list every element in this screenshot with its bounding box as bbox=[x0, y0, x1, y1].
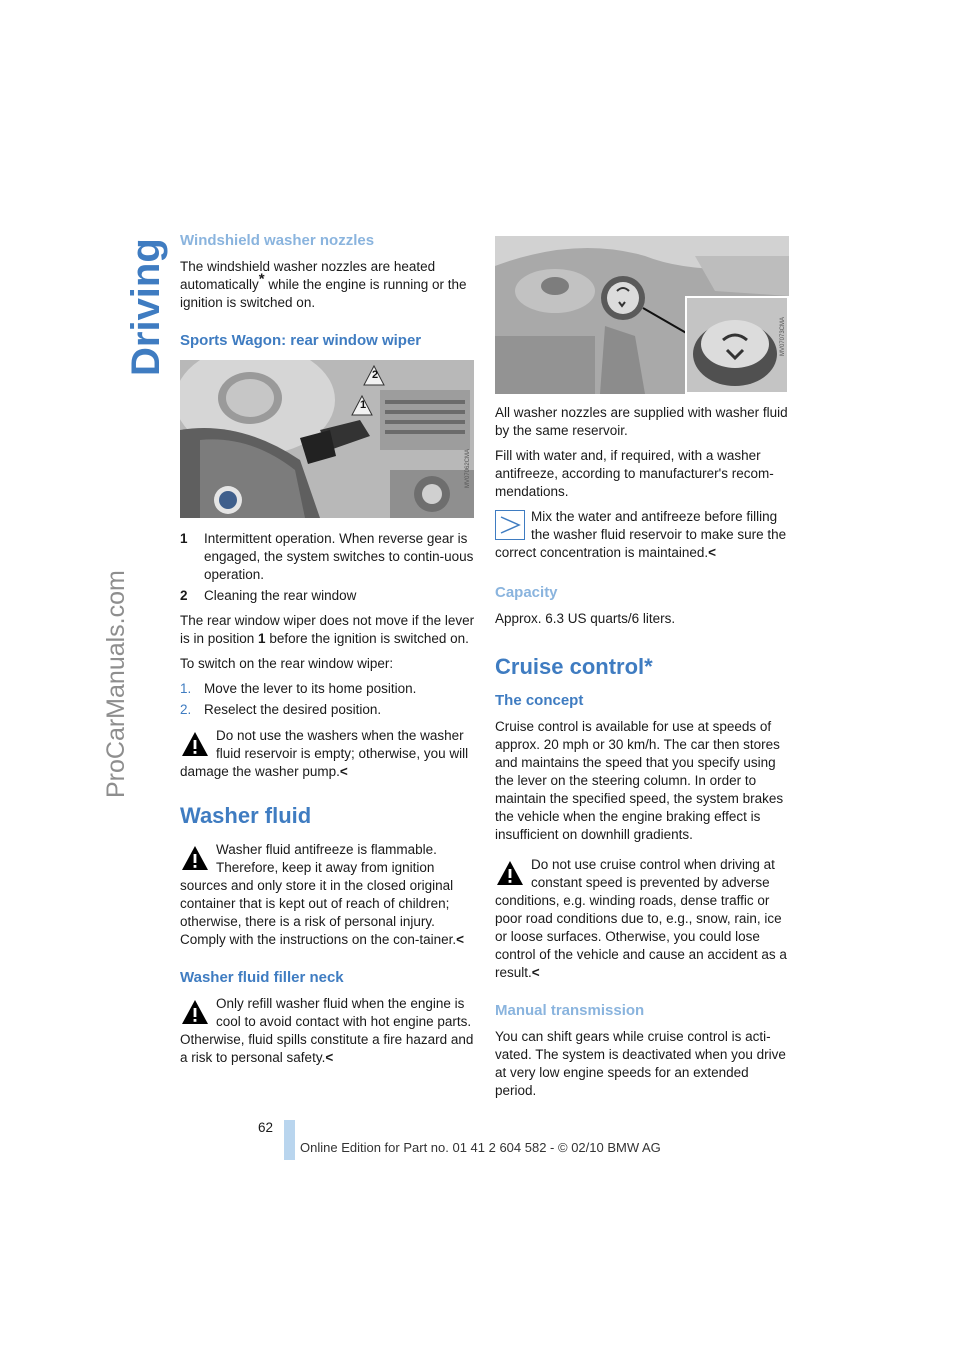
footer-accent-bar bbox=[284, 1120, 295, 1160]
step-item: 2. Reselect the desired position. bbox=[180, 702, 382, 717]
reservoir-figure bbox=[495, 236, 789, 394]
manual-transmission-text: You can shift gears while cruise control is acti-vated. The system is deactivated when you drive at very low engine speeds for an extended period. bbox=[495, 1029, 786, 1098]
paragraph: All washer nozzles are supplied with washer fluid by the same reservoir. bbox=[495, 405, 788, 438]
nozzles-heading: Windshield washer nozzles bbox=[180, 232, 375, 249]
page-number: 62 bbox=[258, 1120, 274, 1135]
paragraph: Fill with water and, if required, with a washer antifreeze, according to manufacturer's recom-mendations. bbox=[495, 448, 774, 499]
capacity-heading: Capacity bbox=[495, 584, 558, 601]
list-item: 2 Cleaning the rear window bbox=[180, 588, 357, 603]
info-note: Mix the water and antifreeze before filling the washer fluid reservoir to make sure the correct concentration is maintained.< bbox=[495, 509, 787, 560]
list-item: 1 Intermittent operation. When reverse gear is engaged, the system switches to contin-uous operation. bbox=[180, 531, 474, 582]
right-column bbox=[495, 236, 791, 1107]
step-item: 1. Move the lever to its home position. bbox=[180, 681, 417, 696]
wiper-paragraph: The rear window wiper does not move if the lever is in position 1 before the ignition is switched on. bbox=[180, 613, 475, 646]
figure-label-1: 1 bbox=[360, 399, 367, 411]
left-column bbox=[180, 232, 476, 1074]
edition-footer: Online Edition for Part no. 01 41 2 604 582 - © 02/10 BMW AG bbox=[300, 1140, 661, 1155]
warning-note: Do not use the washers when the washer fluid reservoir is empty; otherwise, you will damage the washer pump.< bbox=[180, 728, 469, 779]
washer-reservoir-illustration bbox=[495, 236, 789, 394]
figure-label-2: 2 bbox=[372, 369, 379, 381]
concept-heading: The concept bbox=[495, 692, 584, 709]
note-triangle-icon bbox=[495, 510, 525, 540]
warning-icon bbox=[180, 729, 210, 759]
figure-code: MV07073CMA bbox=[780, 316, 786, 356]
chapter-title-vertical: Driving bbox=[124, 238, 168, 376]
warning-note: Only refill washer fluid when the engine is cool to avoid contact with hot engine parts. Otherwise, fluid spills constitute a fire hazard and a risk to personal safety.< bbox=[180, 996, 474, 1065]
rear-wiper-heading: Sports Wagon: rear window wiper bbox=[180, 332, 422, 349]
filler-neck-heading: Washer fluid filler neck bbox=[180, 969, 344, 986]
warning-note: Do not use cruise control when driving at constant speed is prevented by adverse conditions, e.g. winding roads, dense traffic or poor road conditions due to, e.g., snow, rain, ice or loose surfaces. Otherwise, you could lose control of the vehicle and cause an accident as a result.< bbox=[495, 857, 787, 980]
rear-wiper-figure bbox=[180, 360, 474, 518]
manual-transmission-heading: Manual transmission bbox=[495, 1002, 645, 1019]
switch-on-text: To switch on the rear window wiper: bbox=[180, 656, 394, 671]
watermark-vertical: ProCarManuals.com bbox=[102, 570, 130, 798]
capacity-text: Approx. 6.3 US quarts/6 liters. bbox=[495, 611, 676, 626]
cruise-control-heading: Cruise control* bbox=[495, 654, 653, 679]
steering-lever-illustration bbox=[180, 360, 474, 518]
concept-text: Cruise control is available for use at speeds of approx. 20 mph or 30 km/h. The car then stores and maintains the speed that you specify using the lever on the steering column. In order to maintain the specified speed, the system brakes the vehicle when the engine braking effect is insufficient on downhill gradients. bbox=[495, 719, 784, 842]
nozzles-paragraph: The windshield washer nozzles are heated automatically* while the engine is running or the ignition is switched on. bbox=[180, 259, 467, 310]
washer-fluid-heading: Washer fluid bbox=[180, 803, 312, 828]
figure-code: MV07062CMA bbox=[465, 448, 471, 488]
warning-icon bbox=[495, 858, 525, 888]
warning-icon bbox=[180, 997, 210, 1027]
warning-note: Washer fluid antifreeze is flammable. Therefore, keep it away from ignition sources and only store it in the closed original container that is kept out of reach of children; otherwise, there is a risk of personal injury. Comply with the instructions on the con-tainer.< bbox=[180, 842, 465, 947]
warning-icon bbox=[180, 843, 210, 873]
